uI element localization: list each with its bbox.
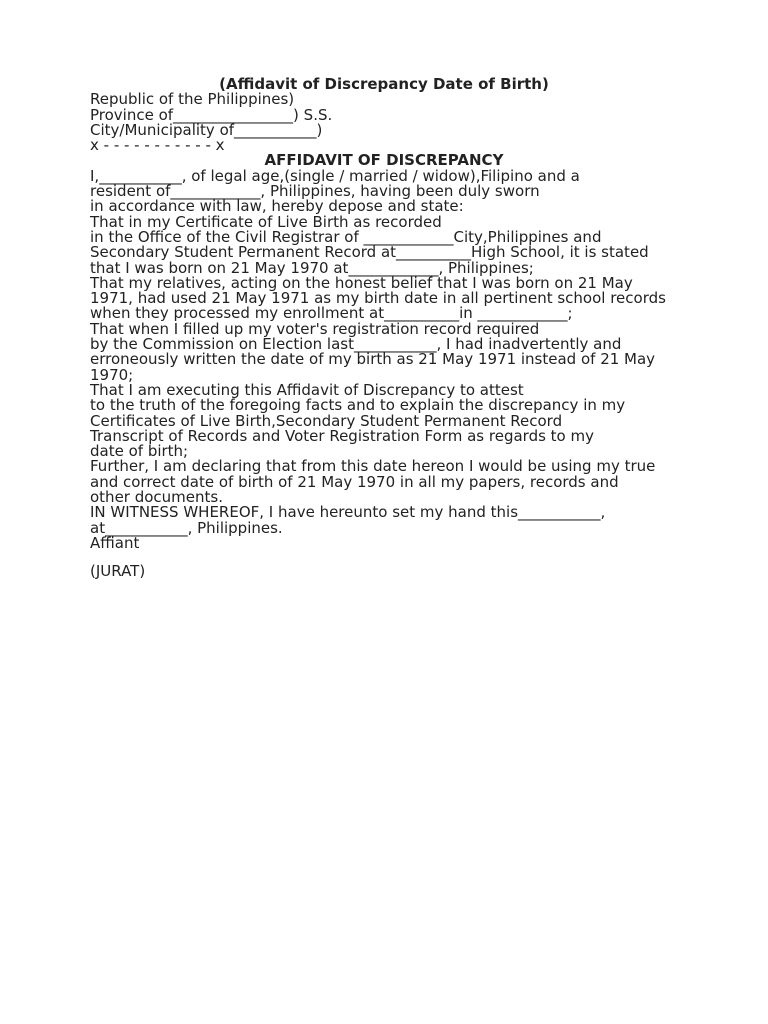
declaration-paragraph [90,459,678,505]
affiant-label: Affiant [90,533,140,552]
body-line: in the Office of the Civil Registrar of ____________City,Philippines and [90,227,602,246]
body-line: That my relatives, acting on the honest belief that I was born on 21 May [90,273,633,292]
caption-province-line: Province of________________) S.S. [90,105,333,124]
voter-registration-paragraph [90,319,678,384]
relatives-paragraph [90,273,678,323]
body-line: Transcript of Records and Voter Registration Form as regards to my [90,426,594,445]
body-line: resident of____________, Philippines, having been duly sworn [90,182,540,201]
body-line: That when I filled up my voter's registration record required [90,319,540,338]
caption-block [90,92,678,153]
body-line: by the Commission on Election last___________, I had inadvertently and [90,335,622,354]
birth-record-paragraph [90,212,678,277]
body-line: and correct date of birth of 21 May 1970 in all my papers, records and [90,472,619,491]
document-title: (Affidavit of Discrepancy Date of Birth) [219,75,549,93]
witness-paragraph [90,505,678,536]
purpose-paragraph [90,380,678,461]
body-line: Secondary Student Permanent Record at__________High School, it is stated [90,243,649,262]
intro-paragraph [90,166,678,216]
body-line: that I was born on 21 May 1970 at____________, Philippines; [90,258,534,277]
body-line: That I am executing this Affidavit of Discrepancy to attest [90,380,524,399]
body-line: at___________, Philippines. [90,518,283,537]
body-line: I,___________, of legal age,(single / married / widow),Filipino and a [90,166,580,185]
body-line: to the truth of the foregoing facts and to explain the discrepancy in my [90,396,626,415]
caption-republic-line: Republic of the Philippines) [90,90,295,109]
caption-city-line: City/Municipality of___________) [90,120,323,139]
body-line: in accordance with law, hereby depose and state: [90,197,464,216]
affidavit-heading: AFFIDAVIT OF DISCREPANCY [264,151,504,170]
body-line: 1971, had used 21 May 1971 as my birth date in all pertinent school records [90,289,666,308]
body-line: date of birth; [90,442,189,461]
body-line: erroneously written the date of my birth as 21 May 1971 instead of 21 May [90,350,656,369]
body-line: when they processed my enrollment at__________in ____________; [90,304,573,323]
jurat-label: (JURAT) [90,561,146,580]
caption-separator: x - - - - - - - - - - - x [90,136,225,155]
body-line: That in my Certificate of Live Birth as recorded [90,212,442,231]
body-line: Certificates of Live Birth,Secondary Student Permanent Record [90,411,563,430]
body-line: IN WITNESS WHEREOF, I have hereunto set my hand this___________, [90,503,606,522]
body-line: 1970; [90,365,134,384]
body-line: other documents. [90,488,223,507]
body-line: Further, I am declaring that from this date hereon I would be using my true [90,457,656,476]
